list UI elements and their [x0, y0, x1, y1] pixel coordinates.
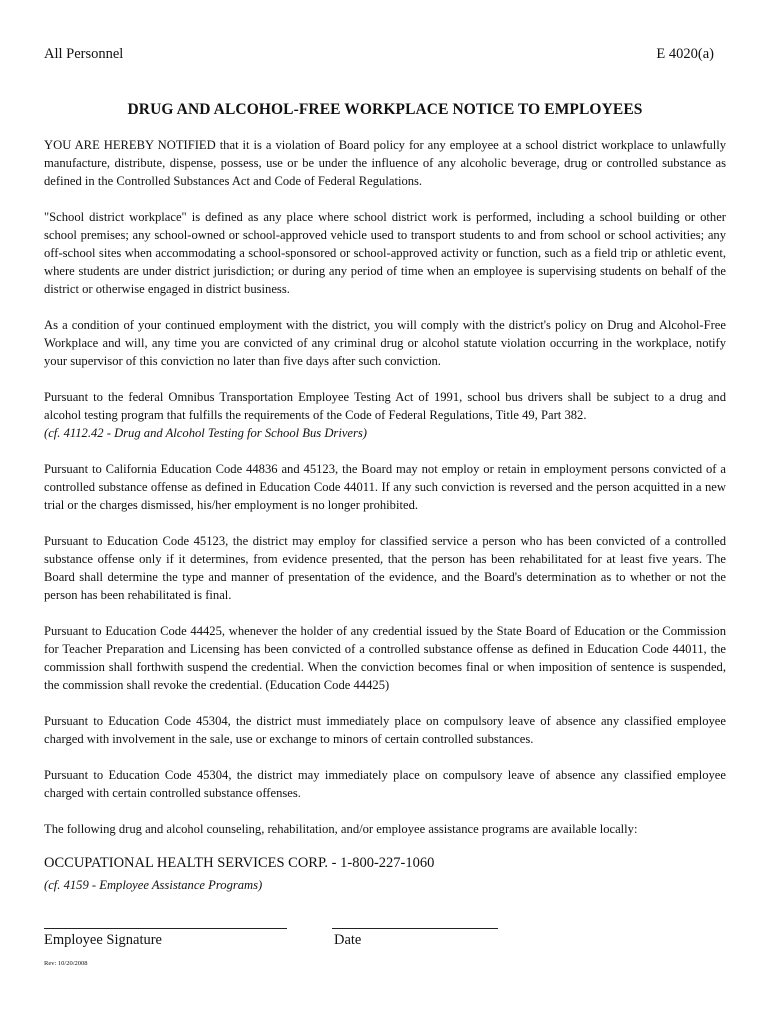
- page-title: DRUG AND ALCOHOL-FREE WORKPLACE NOTICE TO EMPLOYEES: [127, 101, 643, 118]
- notice-body: [44, 136, 726, 856]
- paragraph-education-code-44836: [44, 460, 726, 514]
- paragraph-text: As a condition of your continued employment with the district, you will comply with the district's policy on Drug and Alcohol-Free Workplace and will, any time you are convicted of any criminal drug or alcohol statute violation occurring in the workplace, notify your supervisor of this conviction no later than five days after such conviction.: [44, 318, 726, 368]
- header-code: E 4020(a): [656, 46, 714, 62]
- paragraph-bus-drivers: [44, 388, 726, 442]
- paragraph-education-code-44425: [44, 622, 726, 694]
- revision-date: Rev: 10/20/2008: [44, 960, 88, 967]
- document-page: [44, 0, 726, 1024]
- paragraph-text: Pursuant to Education Code 45304, the district may immediately place on compulsory leave of absence any classified employee charged with certain controlled substance offenses.: [44, 768, 726, 800]
- date-label: Date: [334, 932, 362, 948]
- paragraph-education-code-45304-must: [44, 712, 726, 748]
- provider-name: OCCUPATIONAL HEALTH SERVICES CORP. - 1-800-227-1060: [44, 855, 435, 871]
- cross-reference: (cf. 4112.42 - Drug and Alcohol Testing for School Bus Drivers): [44, 426, 367, 440]
- paragraph-notice: [44, 136, 726, 190]
- paragraph-text: Pursuant to Education Code 45123, the district may employ for classified service a person who has been convicted of a controlled substance offense only if it determines, from evidence presented, that the person has been rehabilitated for at least five years. The Board shall determine the type and manner of presentation of the evidence, and the Board's determination as to whether or not the person has been rehabilitated is final.: [44, 534, 726, 602]
- paragraph-text: YOU ARE HEREBY NOTIFIED that it is a violation of Board policy for any employee at a school district workplace to unlawfully manufacture, distribute, dispense, possess, use or be under the influence of any alcoholic beverage, drug or controlled substance as defined in the Controlled Substances Act and Code of Federal Regulations.: [44, 138, 726, 188]
- paragraph-text: Pursuant to Education Code 44425, whenever the holder of any credential issued by the State Board of Education or the Commission for Teacher Preparation and Licensing has been convicted of a controlled substance offense as defined in Education Code 44011, the commission shall forthwith suspend the credential. When the conviction becomes final or when imposition of sentence is suspended, the commission shall revoke the credential. (Education Code 44425): [44, 624, 726, 692]
- paragraph-text: Pursuant to the federal Omnibus Transportation Employee Testing Act of 1991, school bus drivers shall be subject to a drug and alcohol testing program that fulfills the requirements of the Code of Federal Regulations, Title 49, Part 382.: [44, 390, 726, 422]
- paragraph-condition-of-employment: [44, 316, 726, 370]
- paragraph-education-code-45304-may: [44, 766, 726, 802]
- paragraph-workplace-definition: [44, 208, 726, 298]
- paragraph-text: "School district workplace" is defined as any place where school district work is performed, including a school building or other school premises; any school-owned or school-approved vehicle used to transport students to and from school or school activities; any off-school sites when accommodating a school-sponsored or school-approved activity or function, such as a field trip or athletic event, where students are under district jurisdiction; or during any period of time when an employee is supervising students on behalf of the district or otherwise engaged in district business.: [44, 210, 726, 296]
- provider-cross-reference: (cf. 4159 - Employee Assistance Programs): [44, 878, 263, 892]
- header-audience: All Personnel: [44, 46, 124, 62]
- date-signature-line[interactable]: [332, 928, 498, 929]
- paragraph-text: Pursuant to California Education Code 44836 and 45123, the Board may not employ or retain in employment persons convicted of a controlled substance offense as defined in Education Code 44011. If any such conviction is reversed and the person acquitted in a new trial or the charges dismissed, his/her employment is no longer prohibited.: [44, 462, 726, 512]
- paragraph-text: The following drug and alcohol counseling, rehabilitation, and/or employee assistance programs are available locally:: [44, 822, 638, 836]
- paragraph-text: Pursuant to Education Code 45304, the district must immediately place on compulsory leave of absence any classified employee charged with involvement in the sale, use or exchange to minors of certain controlled substances.: [44, 714, 726, 746]
- paragraph-programs-available: [44, 820, 726, 838]
- employee-signature-label: Employee Signature: [44, 932, 162, 948]
- paragraph-education-code-45123: [44, 532, 726, 604]
- employee-signature-line[interactable]: [44, 928, 287, 929]
